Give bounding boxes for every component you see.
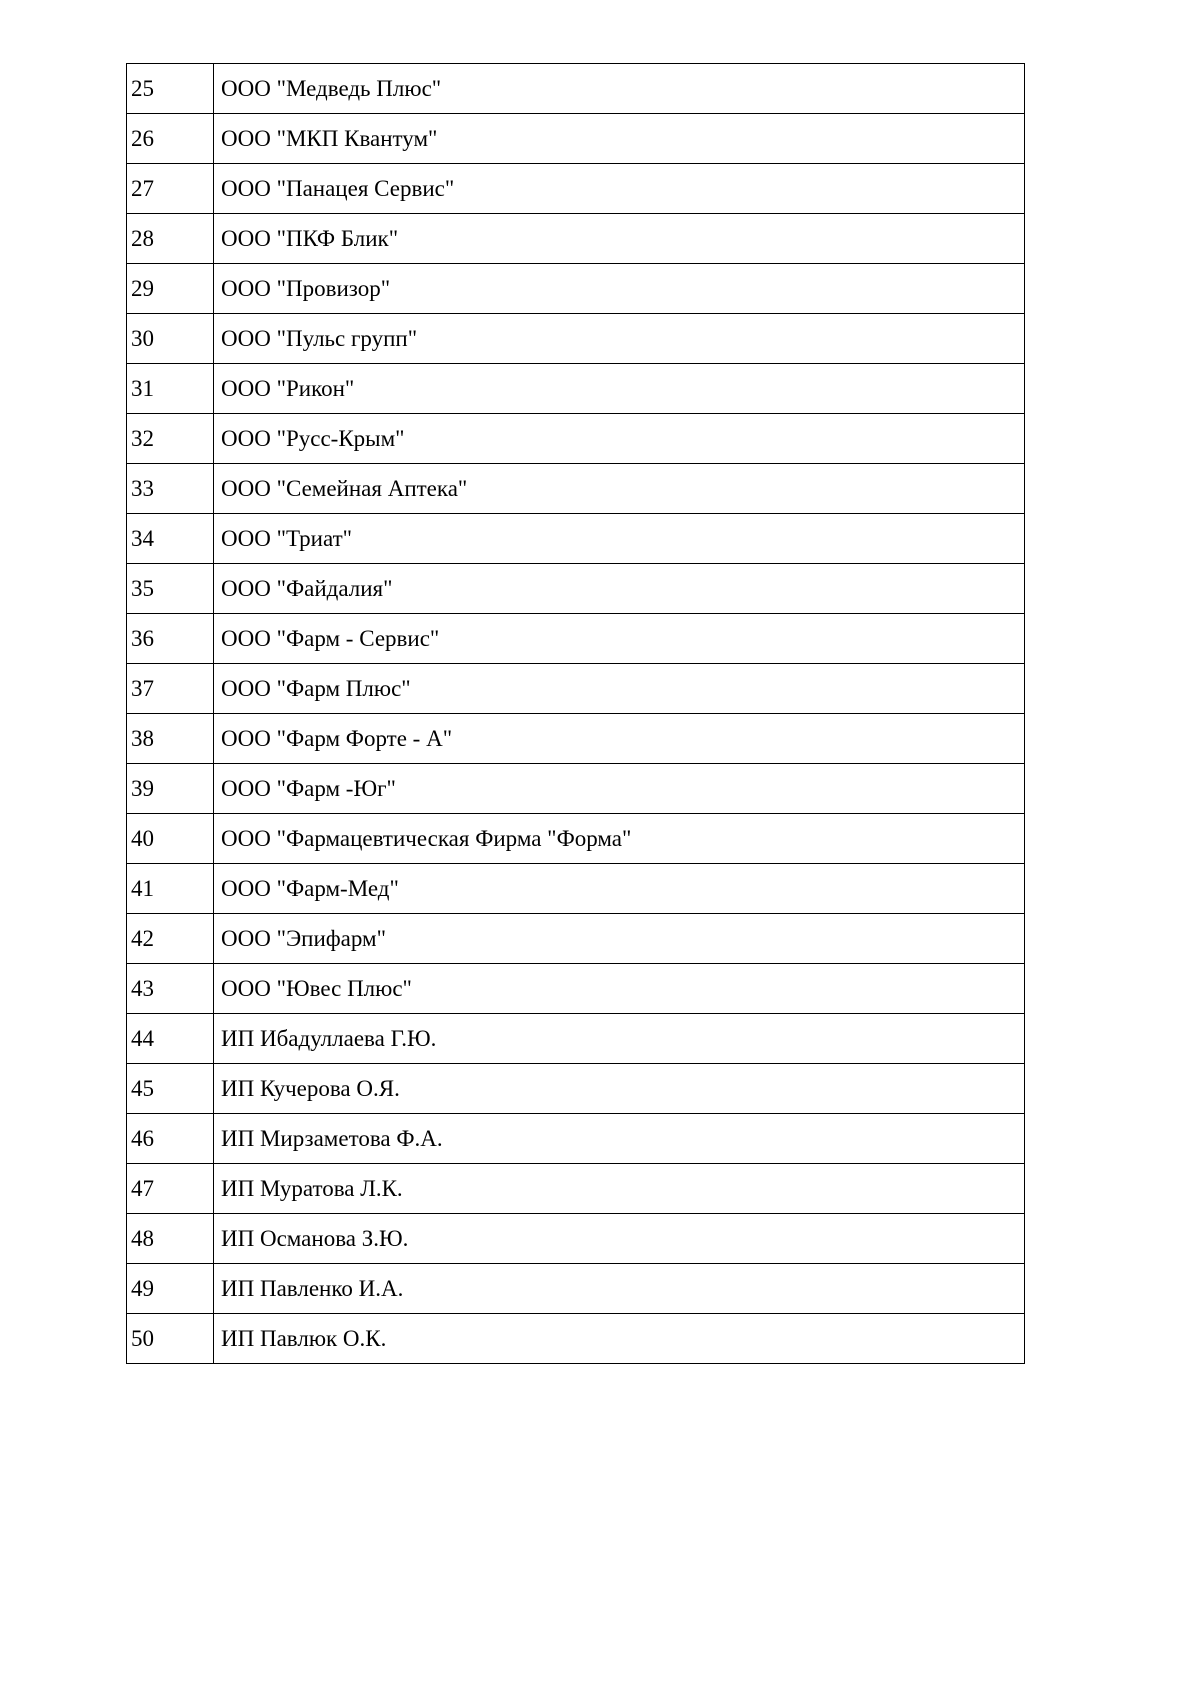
organization-name: ИП Павлюк О.К. <box>214 1314 1025 1364</box>
row-number: 44 <box>127 1014 214 1064</box>
organization-name: ООО "МКП Квантум" <box>214 114 1025 164</box>
table-row <box>127 1064 1025 1114</box>
table-body <box>127 64 1025 1364</box>
organization-name: ООО "Фарм -Юг" <box>214 764 1025 814</box>
row-number: 41 <box>127 864 214 914</box>
table-row <box>127 914 1025 964</box>
table-row <box>127 464 1025 514</box>
organization-name: ИП Кучерова О.Я. <box>214 1064 1025 1114</box>
row-number: 32 <box>127 414 214 464</box>
row-number: 47 <box>127 1164 214 1214</box>
organization-name: ООО "Фармацевтическая Фирма "Форма" <box>214 814 1025 864</box>
row-number: 31 <box>127 364 214 414</box>
row-number: 48 <box>127 1214 214 1264</box>
organization-name: ООО "Семейная Аптека" <box>214 464 1025 514</box>
row-number: 36 <box>127 614 214 664</box>
organization-name: ООО "Фарм Форте - А" <box>214 714 1025 764</box>
organization-name: ООО "Эпифарм" <box>214 914 1025 964</box>
organization-name: ООО "Панацея Сервис" <box>214 164 1025 214</box>
table-row <box>127 764 1025 814</box>
row-number: 39 <box>127 764 214 814</box>
organization-name: ООО "Русс-Крым" <box>214 414 1025 464</box>
table-row <box>127 614 1025 664</box>
row-number: 33 <box>127 464 214 514</box>
row-number: 42 <box>127 914 214 964</box>
organization-name: ООО "Фарм-Мед" <box>214 864 1025 914</box>
organization-name: ИП Османова З.Ю. <box>214 1214 1025 1264</box>
row-number: 46 <box>127 1114 214 1164</box>
table-row <box>127 114 1025 164</box>
organization-name: ООО "Ювес Плюс" <box>214 964 1025 1014</box>
table-row <box>127 564 1025 614</box>
table-row <box>127 164 1025 214</box>
table-row <box>127 514 1025 564</box>
row-number: 43 <box>127 964 214 1014</box>
row-number: 37 <box>127 664 214 714</box>
table-row <box>127 264 1025 314</box>
row-number: 49 <box>127 1264 214 1314</box>
table-row <box>127 1264 1025 1314</box>
organization-name: ООО "Фарм - Сервис" <box>214 614 1025 664</box>
organization-name: ООО "Файдалия" <box>214 564 1025 614</box>
table-row <box>127 964 1025 1014</box>
organization-name: ООО "Медведь Плюс" <box>214 64 1025 114</box>
organization-name: ИП Ибадуллаева Г.Ю. <box>214 1014 1025 1064</box>
organization-name: ООО "ПКФ Блик" <box>214 214 1025 264</box>
table-row <box>127 364 1025 414</box>
row-number: 38 <box>127 714 214 764</box>
row-number: 29 <box>127 264 214 314</box>
organization-name: ООО "Триат" <box>214 514 1025 564</box>
row-number: 28 <box>127 214 214 264</box>
row-number: 27 <box>127 164 214 214</box>
row-number: 35 <box>127 564 214 614</box>
table-row <box>127 714 1025 764</box>
table-row <box>127 1114 1025 1164</box>
organization-name: ИП Павленко И.А. <box>214 1264 1025 1314</box>
row-number: 45 <box>127 1064 214 1114</box>
table-row <box>127 814 1025 864</box>
row-number: 25 <box>127 64 214 114</box>
table-row <box>127 414 1025 464</box>
organization-name: ООО "Рикон" <box>214 364 1025 414</box>
organization-name: ООО "Пульс групп" <box>214 314 1025 364</box>
table-row <box>127 314 1025 364</box>
row-number: 34 <box>127 514 214 564</box>
organizations-table <box>126 63 1025 1364</box>
table-row <box>127 1164 1025 1214</box>
row-number: 26 <box>127 114 214 164</box>
row-number: 30 <box>127 314 214 364</box>
table-row <box>127 1014 1025 1064</box>
row-number: 40 <box>127 814 214 864</box>
row-number: 50 <box>127 1314 214 1364</box>
table-row <box>127 214 1025 264</box>
table-row <box>127 1314 1025 1364</box>
organization-name: ООО "Фарм Плюс" <box>214 664 1025 714</box>
organization-name: ИП Муратова Л.К. <box>214 1164 1025 1214</box>
organization-name: ИП Мирзаметова Ф.А. <box>214 1114 1025 1164</box>
table-row <box>127 1214 1025 1264</box>
table-row <box>127 864 1025 914</box>
table-row <box>127 64 1025 114</box>
organization-name: ООО "Провизор" <box>214 264 1025 314</box>
table-row <box>127 664 1025 714</box>
